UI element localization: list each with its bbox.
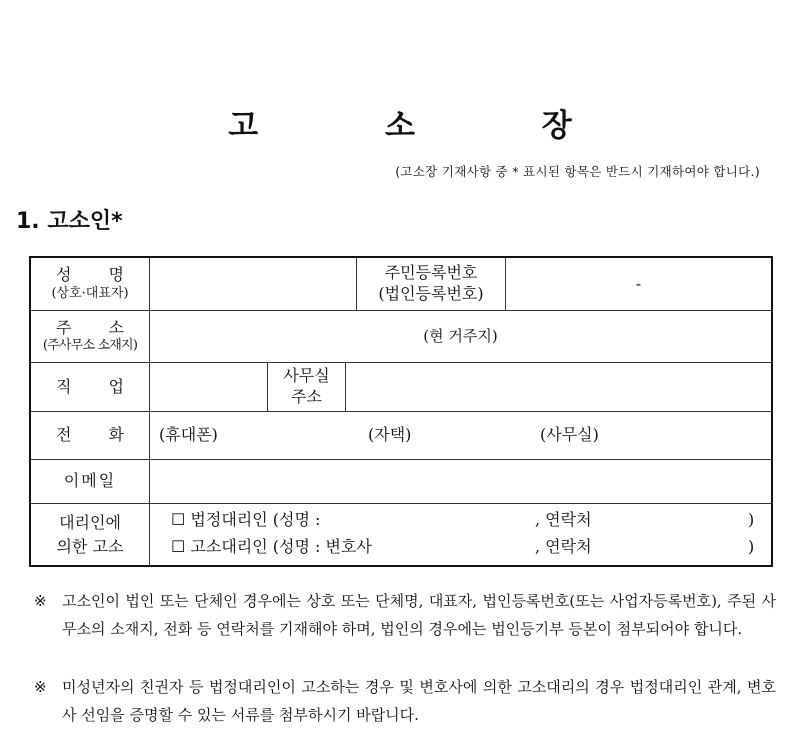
note-minor bbox=[34, 673, 776, 729]
legal-agent-close-paren: ) bbox=[748, 510, 755, 529]
legal-agent-contact-label: , 연락처 bbox=[535, 510, 592, 529]
reference-mark: ※ bbox=[34, 592, 47, 610]
office-address-label-cell bbox=[268, 363, 345, 411]
id-number-label: 주민등록번호 bbox=[384, 263, 478, 283]
email-label-cell bbox=[31, 460, 149, 503]
lawyer-agent-option[interactable]: ☐ 고소대리인 (성명 : 변호사 bbox=[171, 537, 372, 556]
name-field[interactable] bbox=[150, 258, 356, 310]
address-field[interactable] bbox=[150, 311, 771, 362]
phone-field[interactable] bbox=[150, 412, 771, 459]
id-number-label-cell bbox=[357, 258, 505, 310]
address-hint: (현 거주지) bbox=[423, 326, 498, 345]
lawyer-agent-close-paren: ) bbox=[748, 537, 755, 556]
address-label-cell bbox=[31, 311, 149, 362]
agent-field[interactable] bbox=[150, 504, 771, 565]
note-corporate bbox=[34, 587, 776, 643]
id-number-sublabel: (법인등록번호) bbox=[378, 284, 484, 303]
agent-label-line1: 대리인에 bbox=[59, 512, 121, 532]
job-label-cell bbox=[31, 363, 149, 411]
name-label-cell bbox=[31, 258, 149, 310]
agent-label-line2: 의한 고소 bbox=[56, 536, 124, 556]
reference-mark: ※ bbox=[34, 678, 47, 696]
email-field[interactable] bbox=[150, 460, 771, 503]
office-address-label-line2: 주소 bbox=[291, 387, 322, 406]
phone-mobile-label: (휴대폰) bbox=[159, 425, 218, 445]
instruction-note: (고소장 기재사항 중 * 표시된 항목은 반드시 기재하여야 합니다.) bbox=[395, 164, 760, 179]
office-address-field[interactable] bbox=[346, 363, 771, 411]
note-text: 고소인이 법인 또는 단체인 경우에는 상호 또는 단체명, 대표자, 법인등록번호(또는 사업자등록번호), 주된 사무소의 소재지, 전화 등 연락처를 기재해야 하며, 법인의 경우에는 법인등기부 등본이 첨부되어야 합니다. bbox=[62, 592, 776, 638]
email-label: 이메일 bbox=[63, 471, 117, 491]
job-label: 직 업 bbox=[56, 376, 140, 396]
phone-label-cell bbox=[31, 412, 149, 459]
legal-agent-option[interactable]: ☐ 법정대리인 (성명 : bbox=[171, 510, 321, 529]
address-label: 주 소 bbox=[56, 317, 140, 337]
phone-label: 전 화 bbox=[56, 425, 140, 445]
address-sublabel: (주사무소 소재지) bbox=[42, 338, 138, 354]
name-label: 성 명 bbox=[56, 265, 140, 285]
office-address-label-line1: 사무실 bbox=[283, 366, 330, 386]
section-heading: 1. 고소인* bbox=[16, 209, 123, 234]
phone-home-label: (자택) bbox=[368, 425, 412, 445]
complainant-form bbox=[29, 256, 773, 567]
document-title: 고 소 장 bbox=[228, 108, 630, 144]
id-number-separator: - bbox=[635, 273, 642, 293]
agent-label-cell bbox=[31, 504, 149, 565]
name-sublabel: (상호·대표자) bbox=[51, 285, 129, 301]
id-number-field[interactable] bbox=[506, 258, 771, 310]
lawyer-agent-contact-label: , 연락처 bbox=[535, 537, 592, 556]
job-field[interactable] bbox=[150, 363, 267, 411]
note-text: 미성년자의 친권자 등 법정대리인이 고소하는 경우 및 변호사에 의한 고소대리의 경우 법정대리인 관계, 변호사 선임을 증명할 수 있는 서류를 첨부하시기 바랍니다. bbox=[62, 678, 776, 724]
phone-office-label: (사무실) bbox=[540, 425, 599, 445]
